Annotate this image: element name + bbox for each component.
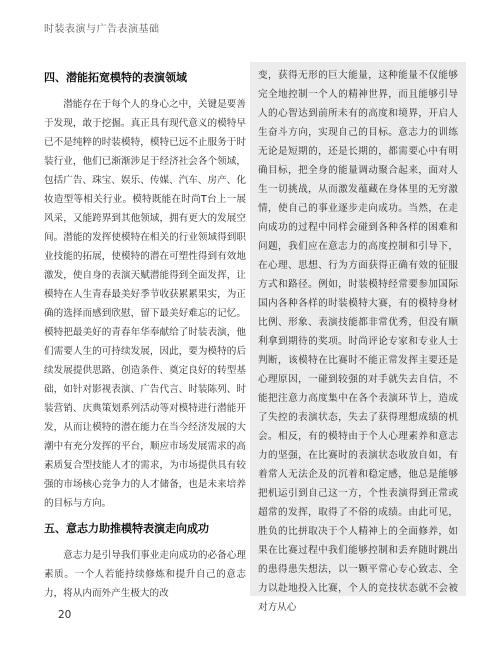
section-heading-5: 五、意志力助推模特表演走向成功 [44, 522, 209, 535]
paragraph-potential: 潜能存在于每个人的身心之中，关键是要善于发现，敢于挖掘。真正具有现代意义的模特早已不是纯粹的时装模特，模特已远不止服务于时装行业，他们已渐渐涉足于经济社会各个领域，包括广告、珠宝、娱乐、传媒、汽车、房产、化妆造型等相关行业。模特既能在时尚T台上一展风采，又能跨界到其他领域，拥有更大的发展空间。潜能的发挥使模特在相关的行业领域得到职业技能的拓展，使模特的潜在可塑性得到有效地激发，使自身的表演天赋潜能得到全面发挥，让模特在人生青春最美好季节收获累累果实，为正确的选择而感到欣慰，留下最美好难忘的记忆。模特把最美好的青春年华奉献给了时装表演，他们需要人生的可持续发展，因此，要为模特的后续发展提供思路、创造条件、奠定良好的转型基础，如针对影视表演、广告代言、时装陈列、时装营销、庆典策划系列活动等对模特进行潜能开发，从而让模特的潜在能力在当今经济发展的大潮中有充分发挥的平台，顺应市场发展需求的高素质复合型技能人才的需求，为市场提供具有较强的市场核心竞争力的人才储备，也是未来培养的目标与方向。 [44, 99, 246, 509]
page-number: 20 [58, 609, 72, 621]
right-column-shaded [250, 62, 466, 613]
running-header-title: 时装表演与广告表演基础 [44, 24, 160, 35]
paragraph-willpower: 意志力是引导我们事业走向成功的必备心理素质。一个人若能持续修炼和提升自己的意志力，将从内而外产生极大的改 [44, 550, 246, 599]
paragraph-willpower-continued: 变，获得无形的巨大能量，这种能量不仅能够完全地控制一个人的精神世界，而且能够引导人的心智达到前所未有的高度和境界，开启人生奋斗方向，实现自己的目标。意志力的训练无论是短期的，还是长期的，都需要心中有明确目标，把全身的能量调动聚合起来，面对人生一切挑战，从而激发蕴藏在身体里的无穷激情，使自己的事业逐步走向成功。当然，在走向成功的过程中同样会碰到各种各样的困难和问题，我们应在意志力的高度控制和引导下，在心理、思想、行为方面获得正确有效的征服方式和路径。例如，时装模特经常要参加国际国内各种各样的时装模特大赛，有的模特身材比例、形象、表演技能都非常优秀，但没有顺利拿到期待的奖项。时尚评论专家和专业人士判断，该模特在比赛时不能正常发挥主要还是心理原因，一碰到较强的对手就失去自信，不能把注意力高度集中在各个表演环节上，造成了失控的表演状态，失去了获得理想成绩的机会。相反，有的模特由于个人心理素养和意志力的坚强，在比赛时的表演状态收放自如，有着常人无法企及的沉着和稳定感，他总是能够把机运引到自己这一方，个性表演得到正常或超常的发挥，取得了不俗的成绩。由此可见，胜负的比拼取决于个人精神上的全面修养，如果在比赛过程中我们能够控制和丢弃随时跳出的患得患失想法，以一颗平常心专心致志、全力以赴地投入比赛，个人的竞技状态就不会被对方从心 [258, 70, 458, 613]
section-heading-4: 四、潜能拓宽模特的表演领域 [44, 71, 187, 84]
left-column [44, 68, 246, 603]
